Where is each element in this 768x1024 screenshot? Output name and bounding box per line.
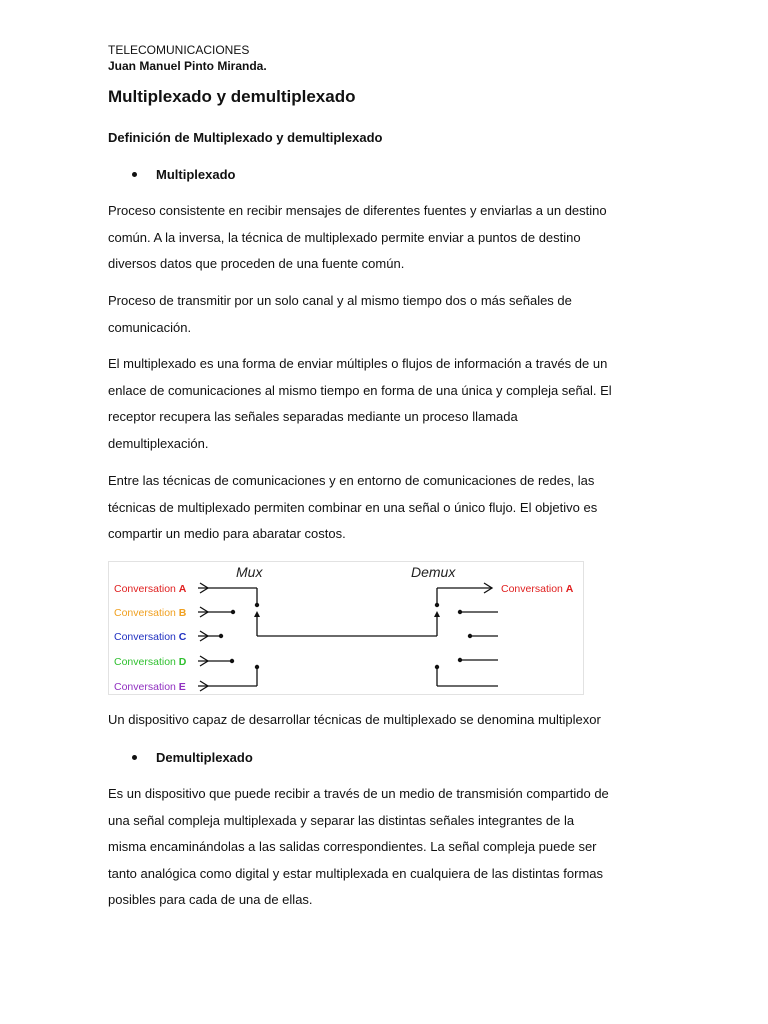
label-prefix: Conversation [501, 583, 566, 595]
mux-demux-diagram [108, 561, 584, 695]
paragraph-line: Proceso consistente en recibir mensajes de diferentes fuentes y enviarlas a un destino [108, 203, 607, 218]
paragraph-line: diversos datos que proceden de una fuente común. [108, 256, 405, 271]
label-prefix: Conversation [114, 681, 179, 693]
label-letter: A [565, 583, 574, 595]
label-prefix: Conversation [114, 631, 179, 643]
input-label-b [114, 607, 187, 619]
paragraph-line: una señal compleja multiplexada y separar las distintas señales integrantes de la [108, 812, 575, 828]
input-label-c [114, 631, 187, 643]
bullet-demultiplexado [132, 750, 253, 765]
bullet-dot [132, 755, 137, 760]
label-prefix: Conversation [114, 607, 179, 619]
paragraph-4 [108, 468, 663, 548]
paragraph-line: Es un dispositivo que puede recibir a través de un medio de transmisión compartido de [108, 786, 609, 801]
paragraph-line: técnicas de multiplexado permiten combinar en una señal o único flujo. El objetivo es [108, 499, 598, 515]
paragraph-line: Proceso de transmitir por un solo canal y al mismo tiempo dos o más señales de [108, 293, 572, 308]
input-label-a [114, 583, 187, 595]
paragraph-line: El multiplexado es una forma de enviar múltiples o flujos de información a través de un [108, 356, 608, 371]
author-header: Juan Manuel Pinto Miranda. [108, 59, 267, 73]
paragraph-line: compartir un medio para abaratar costos. [108, 526, 346, 541]
page-title: Multiplexado y demultiplexado [108, 87, 356, 106]
paragraph-line: posibles para cada de una de ellas. [108, 892, 313, 907]
label-letter: E [178, 681, 186, 693]
paragraph-line: Un dispositivo capaz de desarrollar técnicas de multiplexado se denomina multiplexor [108, 712, 601, 727]
paragraph-5 [108, 707, 663, 734]
paragraph-line: tanto analógica como digital y estar multiplexada en cualquiera de las distintas formas [108, 865, 603, 881]
paragraph-line: demultiplexación. [108, 435, 209, 451]
paragraph-line: receptor recupera las señales separadas mediante un proceso llamada [108, 409, 518, 424]
demux-label: Demux [411, 564, 456, 580]
section-subtitle: Definición de Multiplexado y demultiplexado [108, 130, 383, 145]
paragraph-3 [108, 351, 663, 457]
label-letter: C [178, 631, 187, 643]
paragraph-6 [108, 781, 663, 914]
bullet-dot [132, 172, 137, 177]
label-prefix: Conversation [114, 656, 179, 668]
paragraph-line: misma encaminándolas a las salidas correspondientes. La señal compleja puede ser [108, 839, 597, 854]
paragraph-line: común. A la inversa, la técnica de multiplexado permite enviar a puntos de destino [108, 229, 581, 245]
paragraph-line: Entre las técnicas de comunicaciones y en entorno de comunicaciones de redes, las [108, 473, 595, 488]
paragraph-line: enlace de comunicaciones al mismo tiempo en forma de una única y compleja señal. El [108, 382, 612, 398]
paragraph-2 [108, 288, 663, 341]
label-letter: B [178, 607, 187, 619]
label-letter: A [178, 583, 187, 595]
output-label [501, 583, 574, 595]
bullet-multiplexado [132, 167, 235, 182]
course-header: TELECOMUNICACIONES [108, 43, 250, 57]
label-letter: D [178, 656, 187, 668]
paragraph-line: comunicación. [108, 319, 192, 335]
label-prefix: Conversation [114, 583, 179, 595]
bullet-label: Demultiplexado [156, 750, 253, 765]
input-label-e [114, 681, 186, 693]
bullet-label: Multiplexado [156, 167, 236, 182]
paragraph-1 [108, 198, 663, 278]
mux-label: Mux [236, 564, 263, 580]
input-label-d [114, 656, 187, 668]
